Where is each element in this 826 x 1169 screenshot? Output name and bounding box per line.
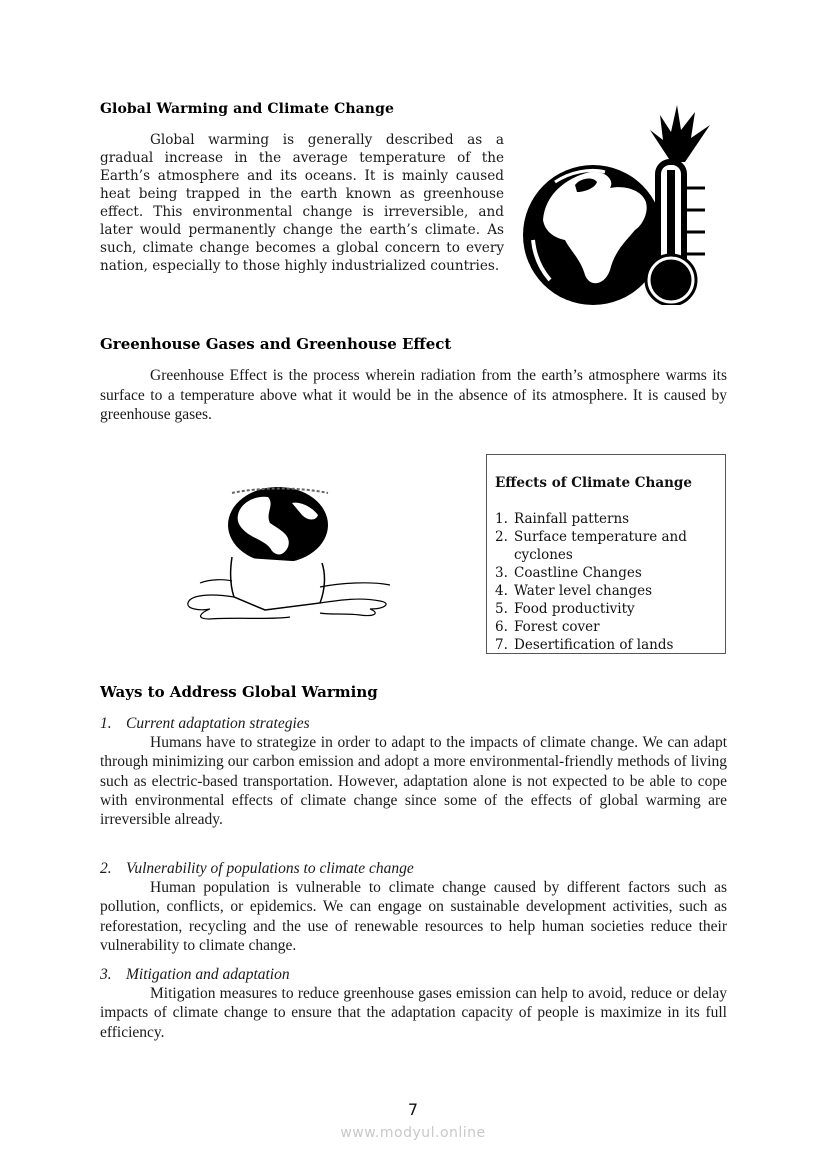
list-item: 7. Desertification of lands <box>495 637 674 653</box>
water-puddle-right <box>320 599 386 615</box>
way-subheading-2: 2. Vulnerability of populations to climate change <box>100 860 414 877</box>
list-item: 4. Water level changes <box>495 583 652 599</box>
section-heading-global-warming: Global Warming and Climate Change <box>100 101 394 117</box>
ice-cube-shape <box>231 557 325 610</box>
way-paragraph-2: Human population is vulnerable to climate change caused by different factors such as pollution, conflicts, or epidemics. We can engage on sustainable development activities, such as reforestation, recycling and the use of renewable resources to help human societies reduce their vulnerability to climate change. <box>100 879 727 954</box>
way-subheading-1: 1. Current adaptation strategies <box>100 715 310 732</box>
greenhouse-paragraph-text: Greenhouse Effect is the process wherein radiation from the earth’s atmosphere warms its surface to a temperature above what it would be in the absence of its atmosphere. It is caused by greenhouse gases. <box>100 367 727 423</box>
list-item: 2. Surface temperature and cyclones <box>495 529 687 563</box>
list-item: 1. Rainfall patterns <box>495 511 630 527</box>
way-subheading-3: 3. Mitigation and adaptation <box>100 966 290 983</box>
section-heading-ways: Ways to Address Global Warming <box>100 683 378 701</box>
watermark: www.modyul.online <box>340 1125 486 1141</box>
list-item: 5. Food productivity <box>495 601 635 617</box>
effects-box-title: Effects of Climate Change <box>495 475 692 491</box>
effects-list <box>495 510 720 654</box>
list-item: 3. Coastline Changes <box>495 565 642 581</box>
effects-of-climate-change-box <box>486 454 726 654</box>
way-paragraph-3: Mitigation measures to reduce greenhouse gases emission can help to avoid, reduce or delay impacts of climate change to ensure that the adaptation capacity of people is maximize in its full efficiency. <box>100 985 727 1041</box>
globe-with-thermometer-icon <box>515 100 730 305</box>
thermometer-bulb <box>649 258 693 302</box>
section-heading-greenhouse: Greenhouse Gases and Greenhouse Effect <box>100 335 452 353</box>
list-item: 6. Forest cover <box>495 619 600 635</box>
globe-on-melting-ice-icon <box>180 485 405 625</box>
global-warming-paragraph-text: Global warming is generally described as a gradual increase in the average temperature of the Earth’s atmosphere and its oceans. It is mainly caused heat being trapped in the earth known as greenhouse effect. This environmental change is irreversible, and later would permanently change the earth’s climate. As such, climate change becomes a global concern to every nation, especially to those highly industrialized countries. <box>100 132 504 274</box>
page-number: 7 <box>407 1100 419 1119</box>
way-paragraph-1: Humans have to strategize in order to adapt to the impacts of climate change. We can adapt through minimizing our carbon emission and adopt a more environmental-friendly methods of living such as electric-based transportation. However, adaptation alone is not expected to be able to cope with environmental effects of climate change since some of the effects of global warming are irreversible already. <box>100 734 727 829</box>
greenhouse-paragraph <box>100 366 727 425</box>
heat-burst-shape <box>650 105 710 162</box>
global-warming-paragraph <box>100 131 504 275</box>
